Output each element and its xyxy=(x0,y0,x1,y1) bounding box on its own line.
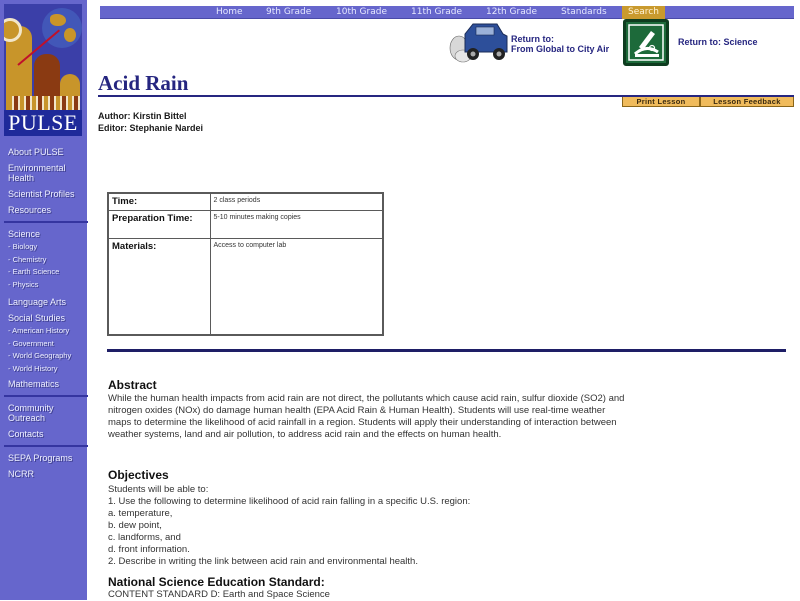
table-row xyxy=(108,239,383,336)
globe-land xyxy=(50,14,66,26)
top-nav-9th-grade[interactable]: 9th Grade xyxy=(266,7,312,17)
abstract-heading: Abstract xyxy=(108,378,157,392)
top-nav-12th-grade[interactable]: 12th Grade xyxy=(486,7,537,17)
return-to-global-link[interactable] xyxy=(511,34,609,54)
table-row xyxy=(108,193,383,211)
section-divider xyxy=(107,349,786,352)
return-to-science-link[interactable]: Return to: Science xyxy=(678,37,758,47)
objectives-list xyxy=(108,484,708,568)
sidebar-item-sepa-programs[interactable]: SEPA Programs xyxy=(8,453,73,463)
microscope-icon[interactable] xyxy=(623,19,669,66)
sidebar-item-social-studies[interactable]: Social Studies xyxy=(8,313,66,323)
time-label: Time: xyxy=(108,193,210,211)
objective-line: 2. Describe in writing the link between acid rain and environmental health. xyxy=(108,556,418,567)
divider xyxy=(4,445,88,447)
objectives-heading: Objectives xyxy=(108,468,169,482)
sidebar xyxy=(0,0,87,600)
table-row xyxy=(108,211,383,239)
abstract-text: While the human health impacts from acid rain are not direct, the pollutants which cause acid rain, sulfur dioxide (SO2) and nitrogen oxides (NOx) do damage human health (EPA Acid Rain & Human Health). Students will use real-time weather maps to determine the likelihood of acid rainfall in a region. Students will apply their understanding of interaction between weather systems, land and air pollution, to address acid rain and the effects on human health. xyxy=(108,393,625,440)
sidebar-item-contacts[interactable]: Contacts xyxy=(8,429,44,439)
sidebar-item-scientist-profiles[interactable]: Scientist Profiles xyxy=(8,189,75,199)
sidebar-item-science[interactable]: Science xyxy=(8,229,41,239)
materials-value: Access to computer lab xyxy=(210,239,383,336)
sidebar-item-american-history[interactable]: - American History xyxy=(8,326,70,335)
time-value: 2 class periods xyxy=(210,193,383,211)
objective-line: a. temperature, xyxy=(108,508,173,519)
objective-line: d. front information. xyxy=(108,544,190,555)
top-nav-search[interactable]: Search xyxy=(622,6,665,19)
sidebar-item-world-geography[interactable]: - World Geography xyxy=(8,351,72,360)
top-nav xyxy=(100,6,794,19)
divider xyxy=(4,395,88,397)
credits xyxy=(98,110,203,134)
microscope-glyph xyxy=(626,22,666,63)
sidebar-item-community-outreach[interactable]: Community Outreach xyxy=(8,403,54,423)
materials-label: Materials: xyxy=(108,239,210,336)
sidebar-item-resources[interactable]: Resources xyxy=(8,205,52,215)
prep-time-label: Preparation Time: xyxy=(108,211,210,239)
return-target: From Global to City Air xyxy=(511,44,610,54)
sidebar-item-earth-science[interactable]: - Earth Science xyxy=(8,267,60,276)
top-nav-11th-grade[interactable]: 11th Grade xyxy=(411,7,462,17)
divider xyxy=(4,221,88,223)
author: Author: Kirstin Bittel xyxy=(98,111,187,121)
sidebar-item-mathematics[interactable]: Mathematics xyxy=(8,379,60,389)
print-lesson-button[interactable]: Print Lesson xyxy=(622,97,700,107)
sidebar-item-world-history[interactable]: - World History xyxy=(8,363,58,373)
objective-line: 1. Use the following to determine likelihood of acid rain falling in a specific U.S. region: xyxy=(108,496,471,507)
standard-text: CONTENT STANDARD D: Earth and Space Science xyxy=(108,589,330,600)
sidebar-item-environmental-health[interactable]: Environmental Health xyxy=(8,163,66,183)
sidebar-item-about-pulse[interactable]: About PULSE xyxy=(8,147,64,157)
top-nav-home[interactable]: Home xyxy=(216,7,243,17)
objective-line: b. dew point, xyxy=(108,520,162,531)
sidebar-item-ncrr[interactable]: NCRR xyxy=(8,469,34,479)
globe-icon xyxy=(42,8,82,48)
objective-line: c. landforms, and xyxy=(108,532,181,543)
lesson-info-table xyxy=(107,192,384,336)
pulse-logo[interactable] xyxy=(4,4,82,136)
editor: Editor: Stephanie Nardei xyxy=(98,123,204,133)
sidebar-item-chemistry[interactable]: - Chemistry xyxy=(8,254,47,264)
lesson-feedback-button[interactable]: Lesson Feedback xyxy=(700,97,794,107)
sidebar-item-government[interactable]: - Government xyxy=(8,338,54,348)
top-nav-10th-grade[interactable]: 10th Grade xyxy=(336,7,387,17)
prep-time-value: 5-10 minutes making copies xyxy=(210,211,383,239)
objective-line: Students will be able to: xyxy=(108,484,209,495)
sidebar-nav xyxy=(8,147,84,485)
sidebar-item-language-arts[interactable]: Language Arts xyxy=(8,297,67,307)
logo-text: PULSE xyxy=(4,110,82,136)
top-nav-standards[interactable]: Standards xyxy=(561,7,607,17)
car-icon[interactable] xyxy=(449,20,509,65)
sidebar-item-physics[interactable]: - Physics xyxy=(8,279,39,289)
return-label: Return to: xyxy=(511,34,554,44)
standard-heading: National Science Education Standard: xyxy=(108,575,325,589)
sidebar-item-biology[interactable]: - Biology xyxy=(8,242,38,251)
page-title: Acid Rain xyxy=(98,71,189,95)
globe-land xyxy=(64,28,76,42)
